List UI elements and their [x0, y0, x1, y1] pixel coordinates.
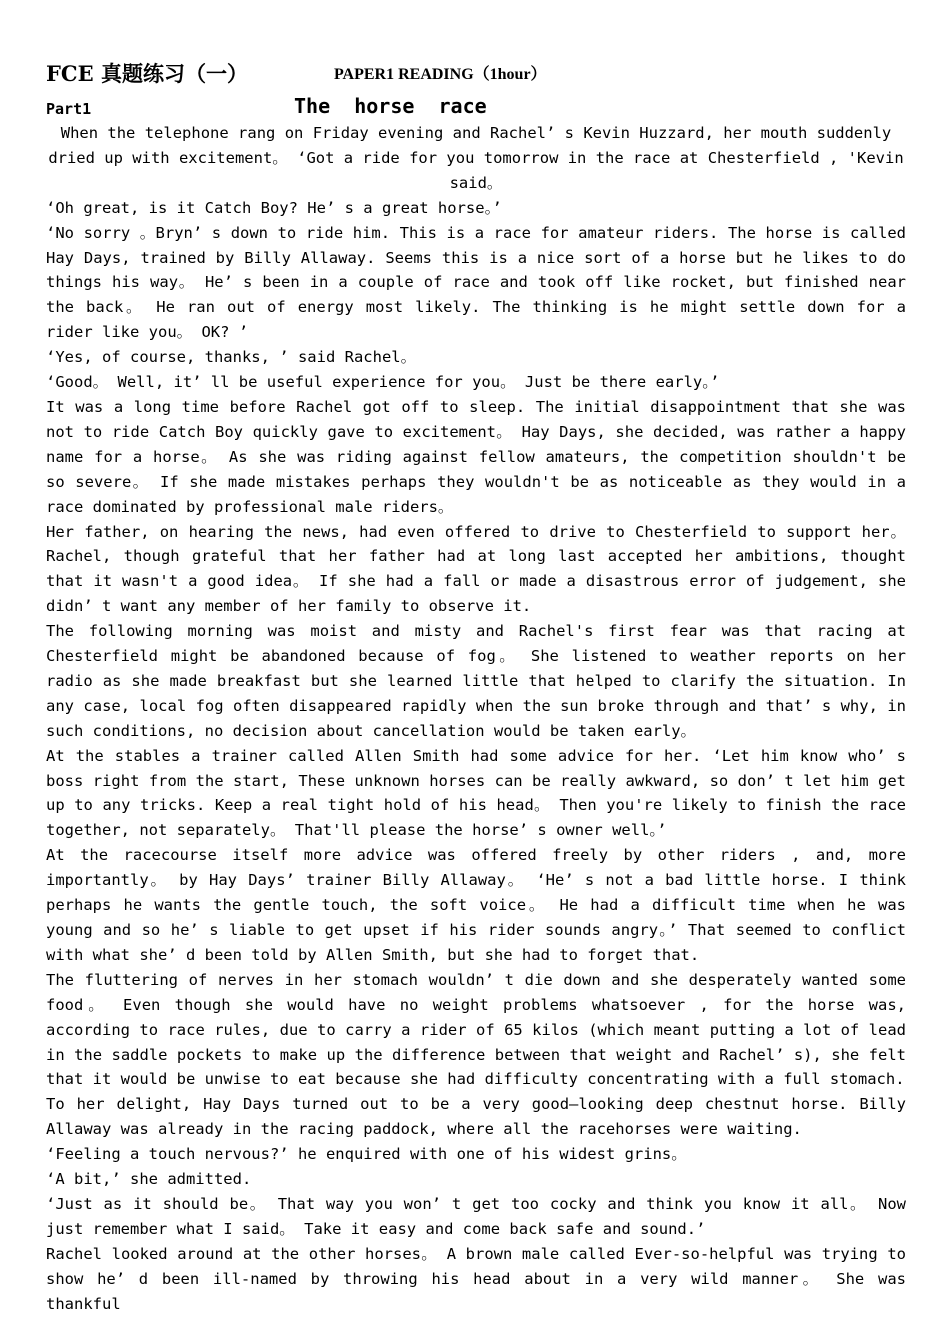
- passage-body: [46, 121, 906, 1317]
- part-label: Part1: [46, 100, 92, 118]
- paragraph: The fluttering of nerves in her stomach wouldn’ t die down and she desperately wanted some food。 Even though she would have no weight problems whatsoever , for the horse was, according to race rules, due to carry a rider of 65 kilos (which meant putting a lot of lead in the saddle pockets to make up the difference between that weight and Rachel’ s), she felt that it would be unwise to eat because she had difficulty concentrating with a full stomach.: [46, 970, 906, 1089]
- paragraph: ‘Just as it should be。 That way you won’ t get too cocky and think you know it all。 Now just remember what I said。 Take it easy and come back safe and sound.’: [46, 1194, 906, 1238]
- paragraph: Her father, on hearing the news, had even offered to drive to Chesterfield to support her。 Rachel, though grateful that her father had at long last accepted her ambitions, thought that it wasn't a good idea。 If she had a fall or made a disastrous error of judgement, she didn’ t want any member of her family to observe it.: [46, 522, 906, 616]
- paragraph: At the racecourse itself more advice was offered freely by other riders , and, more importantly。 by Hay Days’ trainer Billy Allaway。 ‘He’ s not a bad little horse. I think perhaps he wants the gentle touch, the soft voice。 He had a difficult time when he was young and so he’ s liable to get upset if his rider sounds angry。’ That seemed to conflict with what she’ d been told by Allen Smith, but she had to forget that.: [46, 846, 906, 964]
- paragraph: The following morning was moist and misty and Rachel's first fear was that racing at Chesterfield might be abandoned because of fog。 She listened to weather reports on her radio as she made breakfast but she learned little that helped to clarify the situation. In any case, local fog often disappeared rapidly when the sun broke through and that’ s why, in such conditions, no decision about cancellation would be taken early。: [46, 622, 906, 740]
- paragraph: When the telephone rang on Friday evening and Rachel’ s Kevin Huzzard, her mouth suddenly dried up with excitement。 ‘Got a ride for you tomorrow in the race at Chesterfield , 'Kevin said。: [48, 124, 904, 192]
- part-heading: [46, 94, 906, 120]
- document-page: [46, 58, 906, 1317]
- paragraph: To her delight, Hay Days turned out to be a very good—looking deep chestnut horse. Billy Allaway was already in the racing paddock, where all the racehorses were waiting.: [46, 1095, 906, 1139]
- paragraph: ‘Yes, of course, thanks, ’ said Rachel。: [46, 348, 417, 367]
- paragraph: ‘No sorry 。Bryn’ s down to ride him. This is a race for amateur riders. The horse is called Hay Days, trained by Billy Allaway. Seems this is a nice sort of a horse but he likes to do things his way。 He’ s been in a couple of race and took off like rocket, but finished near the back。 He ran out of energy most likely. The thinking is he might settle down for a rider like you。 OK? ’: [46, 223, 906, 342]
- document-title: FCE 真题练习（一）: [46, 61, 248, 86]
- paragraph: ‘Good。 Well, it’ ll be useful experience for you。 Just be there early。’: [46, 373, 720, 392]
- paragraph: Rachel looked around at the other horses。 A brown male called Ever-so-helpful was trying to show he’ d been ill-named by throwing his head about in a very wild manner。 She was thankful: [46, 1244, 906, 1313]
- paragraph: It was a long time before Rachel got off to sleep. The initial disappointment that she was not to ride Catch Boy quickly gave to excitement。 Hay Days, she decided, was rather a happy name for a horse。 As she was riding against fellow amateurs, the competition shouldn't be so severe。 If she made mistakes perhaps they wouldn't be as noticeable as they would in a race dominated by professional male riders。: [46, 397, 906, 516]
- paragraph: ‘Feeling a touch nervous?’ he enquired with one of his widest grins。: [46, 1145, 687, 1164]
- story-title: The horse race: [294, 94, 487, 118]
- paragraph: ‘Oh great, is it Catch Boy? He’ s a great horse。’: [46, 198, 502, 217]
- paper-label: PAPER1 READING（1hour）: [333, 66, 547, 83]
- paragraph: ‘A bit,’ she admitted.: [46, 1170, 252, 1189]
- document-header: [46, 58, 906, 92]
- paragraph: At the stables a trainer called Allen Smith had some advice for her. ‘Let him know who’ s boss right from the start, These unknown horses can be really awkward, so don’ t let him get up to any tricks. Keep a real tight hold of his head。 Then you're likely to finish the race together, not separately。 That'll please the horse’ s owner well。’: [46, 746, 906, 840]
